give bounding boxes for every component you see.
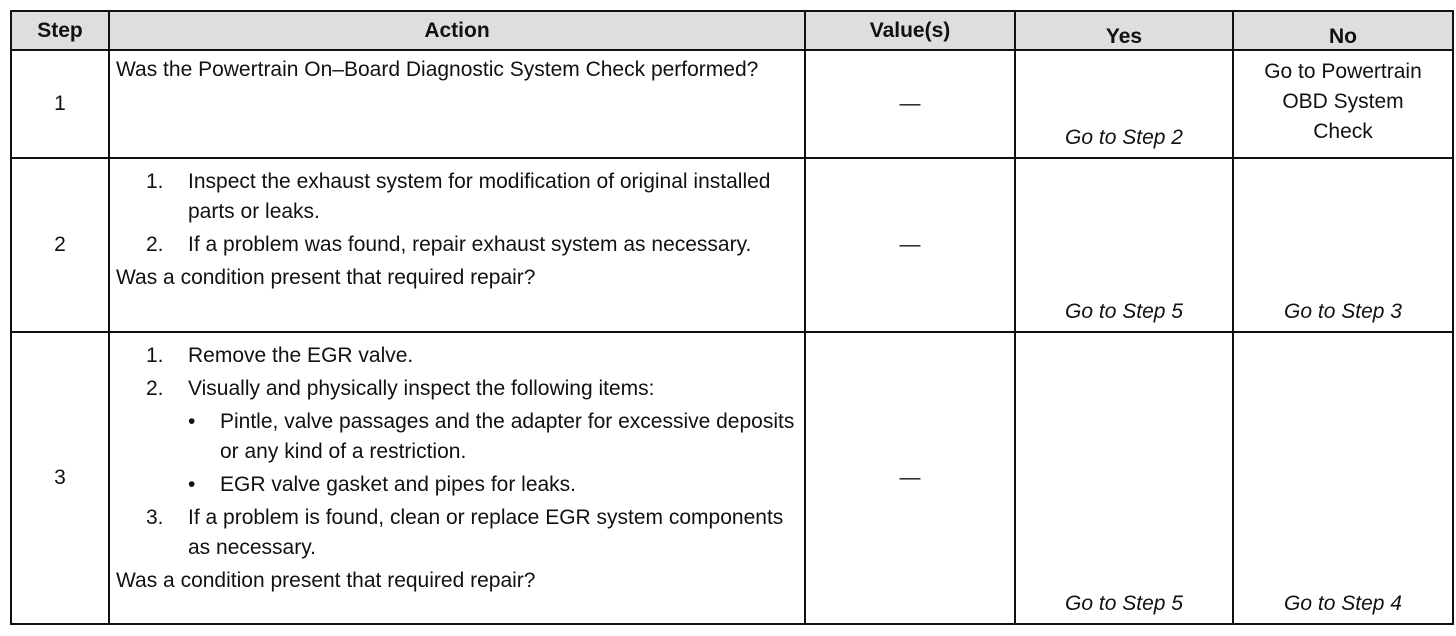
step-number: 3 <box>11 332 109 624</box>
action-item-number: 1. <box>146 344 164 367</box>
header-step: Step <box>11 11 109 50</box>
bullet-dot-icon: • <box>188 410 196 433</box>
action-item <box>116 167 798 227</box>
yes-cell <box>1015 158 1233 332</box>
no-goto: Go to Step 4 <box>1284 592 1402 615</box>
step-question: Was a condition present that required repair? <box>116 266 536 289</box>
action-item-text: If a problem was found, repair exhaust system as necessary. <box>188 233 752 256</box>
value-dash: — <box>899 233 921 256</box>
action-item <box>116 341 798 371</box>
yes-cell <box>1015 50 1233 158</box>
bullet-item <box>188 470 798 500</box>
action-item-number: 2. <box>146 233 164 256</box>
value-cell <box>805 50 1015 158</box>
no-goto: Go to Step 3 <box>1284 300 1402 323</box>
header-no: No <box>1233 11 1453 50</box>
step-number: 1 <box>11 50 109 158</box>
yes-goto: Go to Step 5 <box>1065 300 1183 323</box>
step-number: 2 <box>11 158 109 332</box>
no-goto: Go to Powertrain OBD System Check <box>1264 60 1422 143</box>
header-yes: Yes <box>1015 11 1233 50</box>
yes-cell <box>1015 332 1233 624</box>
value-cell <box>805 332 1015 624</box>
action-cell <box>109 158 805 332</box>
action-item-text: If a problem is found, clean or replace EGR system components as necessary. <box>188 506 784 559</box>
header-action: Action <box>109 11 805 50</box>
bullet-text: Pintle, valve passages and the adapter for excessive deposits or any kind of a restriction. <box>220 410 795 463</box>
step-question: Was a condition present that required repair? <box>116 569 536 592</box>
table-row <box>11 50 1453 158</box>
action-item-number: 1. <box>146 170 164 193</box>
diagnostic-table-container <box>10 10 1454 625</box>
action-item-number: 3. <box>146 506 164 529</box>
table-row <box>11 332 1453 624</box>
action-cell <box>109 50 805 158</box>
action-item-text: Remove the EGR valve. <box>188 344 414 367</box>
no-cell <box>1233 332 1453 624</box>
header-row <box>11 11 1453 50</box>
action-item <box>116 503 798 563</box>
bullet-item <box>188 407 798 467</box>
action-item-number: 2. <box>146 377 164 400</box>
value-dash: — <box>899 466 921 489</box>
action-cell <box>109 332 805 624</box>
bullet-list <box>188 407 798 500</box>
step-question: Was the Powertrain On–Board Diagnostic System Check performed? <box>116 58 759 81</box>
no-cell <box>1233 158 1453 332</box>
action-list <box>116 167 798 260</box>
bullet-dot-icon: • <box>188 473 196 496</box>
action-item-text: Visually and physically inspect the following items: <box>188 377 655 400</box>
header-values: Value(s) <box>805 11 1015 50</box>
action-item <box>116 230 798 260</box>
action-list <box>116 341 798 563</box>
action-item-text: Inspect the exhaust system for modification of original installed parts or leaks. <box>188 170 771 223</box>
table-row <box>11 158 1453 332</box>
action-item <box>116 374 798 500</box>
value-cell <box>805 158 1015 332</box>
diagnostic-table <box>10 10 1454 625</box>
bullet-text: EGR valve gasket and pipes for leaks. <box>220 473 577 496</box>
yes-goto: Go to Step 2 <box>1065 126 1183 149</box>
yes-goto: Go to Step 5 <box>1065 592 1183 615</box>
no-cell <box>1233 50 1453 158</box>
value-dash: — <box>899 92 921 115</box>
